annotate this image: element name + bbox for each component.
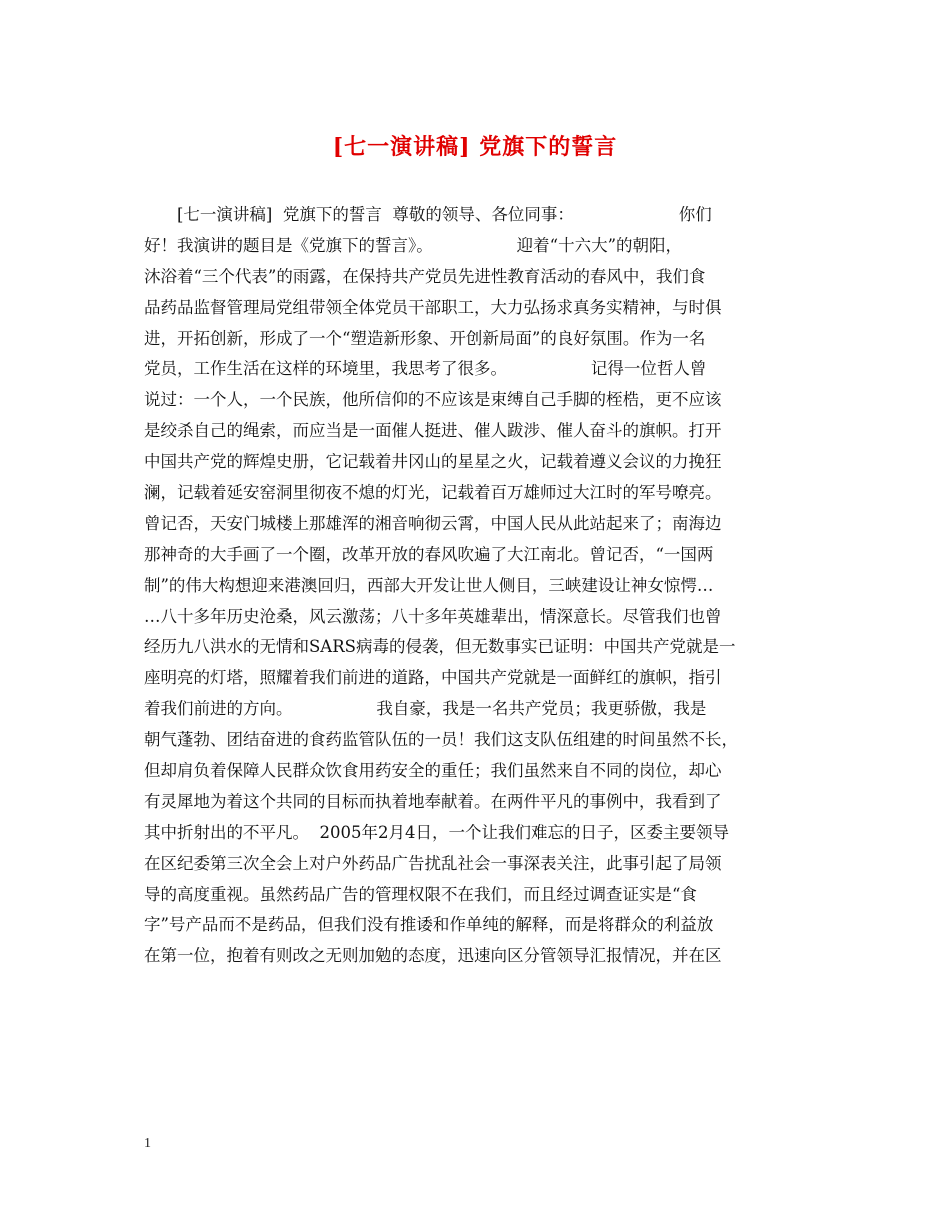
body-line: 那神奇的大手画了一个圈，改革开放的春风吹遍了大江南北。曾记否，“一国两: [144, 544, 714, 564]
document-body: [144, 200, 809, 972]
body-line: 字”号产品而不是药品，但我们没有推诿和作单纯的解释，而是将群众的利益放: [144, 915, 714, 935]
body-line: 品药品监督管理局党组带领全体党员干部职工，大力弘扬求真务实精神，与时俱: [144, 297, 722, 317]
body-line: 澜，记载着延安窑洞里彻夜不熄的灯光，记载着百万雄师过大江时的军号嘹亮。: [144, 483, 722, 503]
body-line: 党员，工作生活在这样的环境里，我思考了很多。 记得一位哲人曾: [144, 359, 707, 379]
body-line: 但却肩负着保障人民群众饮食用药安全的重任；我们虽然来自不同的岗位，却心: [144, 761, 722, 781]
body-line: 经历九八洪水的无情和SARS病毒的侵袭，但无数事实已证明：中国共产党就是一: [144, 637, 736, 657]
body-line: 中国共产党的辉煌史册，它记载着井冈山的星星之火，记载着遵义会议的力挽狂: [144, 452, 722, 472]
body-line: 进，开拓创新，形成了一个“塑造新形象、开创新局面”的良好氛围。作为一名: [144, 328, 706, 348]
body-line: 沐浴着“三个代表”的雨露，在保持共产党员先进性教育活动的春风中，我们食: [144, 266, 706, 286]
body-line: 其中折射出的不平凡。 2005年2月4日，一个让我们难忘的日子，区委主要领导: [144, 822, 729, 842]
body-line: 在区纪委第三次全会上对户外药品广告扰乱社会一事深表关注，此事引起了局领: [144, 853, 722, 873]
body-line: 在第一位，抱着有则改之无则加勉的态度，迅速向区分管领导汇报情况，并在区: [144, 946, 722, 966]
body-line: 是绞杀自己的绳索，而应当是一面催人挺进、催人跋涉、催人奋斗的旗帜。打开: [144, 421, 722, 441]
body-line: 曾记否，天安门城楼上那雄浑的湘音响彻云霄，中国人民从此站起来了；南海边: [144, 513, 722, 533]
body-line: …八十多年历史沧桑，风云激荡；八十多年英雄辈出，情深意长。尽管我们也曾: [144, 606, 722, 626]
body-line: 好！我演讲的题目是《党旗下的誓言》。 迎着“十六大”的朝阳，: [144, 235, 683, 255]
body-line: 制”的伟大构想迎来港澳回归，西部大开发让世人侧目，三峡建设让神女惊愕…: [144, 575, 714, 595]
body-line: 朝气蓬勃、团结奋进的食药监管队伍的一员！我们这支队伍组建的时间虽然不长，: [144, 730, 738, 750]
document-title: [七一演讲稿] 党旗下的誓言: [332, 134, 618, 160]
body-line: 座明亮的灯塔，照耀着我们前进的道路，中国共产党就是一面鲜红的旗帜，指引: [144, 668, 722, 688]
body-line: 着我们前进的方向。 我自豪，我是一名共产党员；我更骄傲，我是: [144, 699, 707, 719]
body-line: 说过：一个人，一个民族，他所信仰的不应该是束缚自己手脚的桎梏，更不应该: [144, 390, 722, 410]
body-line: 有灵犀地为着这个共同的目标而执着地奉献着。在两件平凡的事例中，我看到了: [144, 791, 722, 811]
body-line: [七一演讲稿] 党旗下的誓言 尊敬的领导、各位同事： 你们: [177, 205, 712, 224]
page-number: 1: [144, 1136, 151, 1151]
body-line: 导的高度重视。虽然药品广告的管理权限不在我们，而且经过调查证实是“食: [144, 884, 697, 904]
